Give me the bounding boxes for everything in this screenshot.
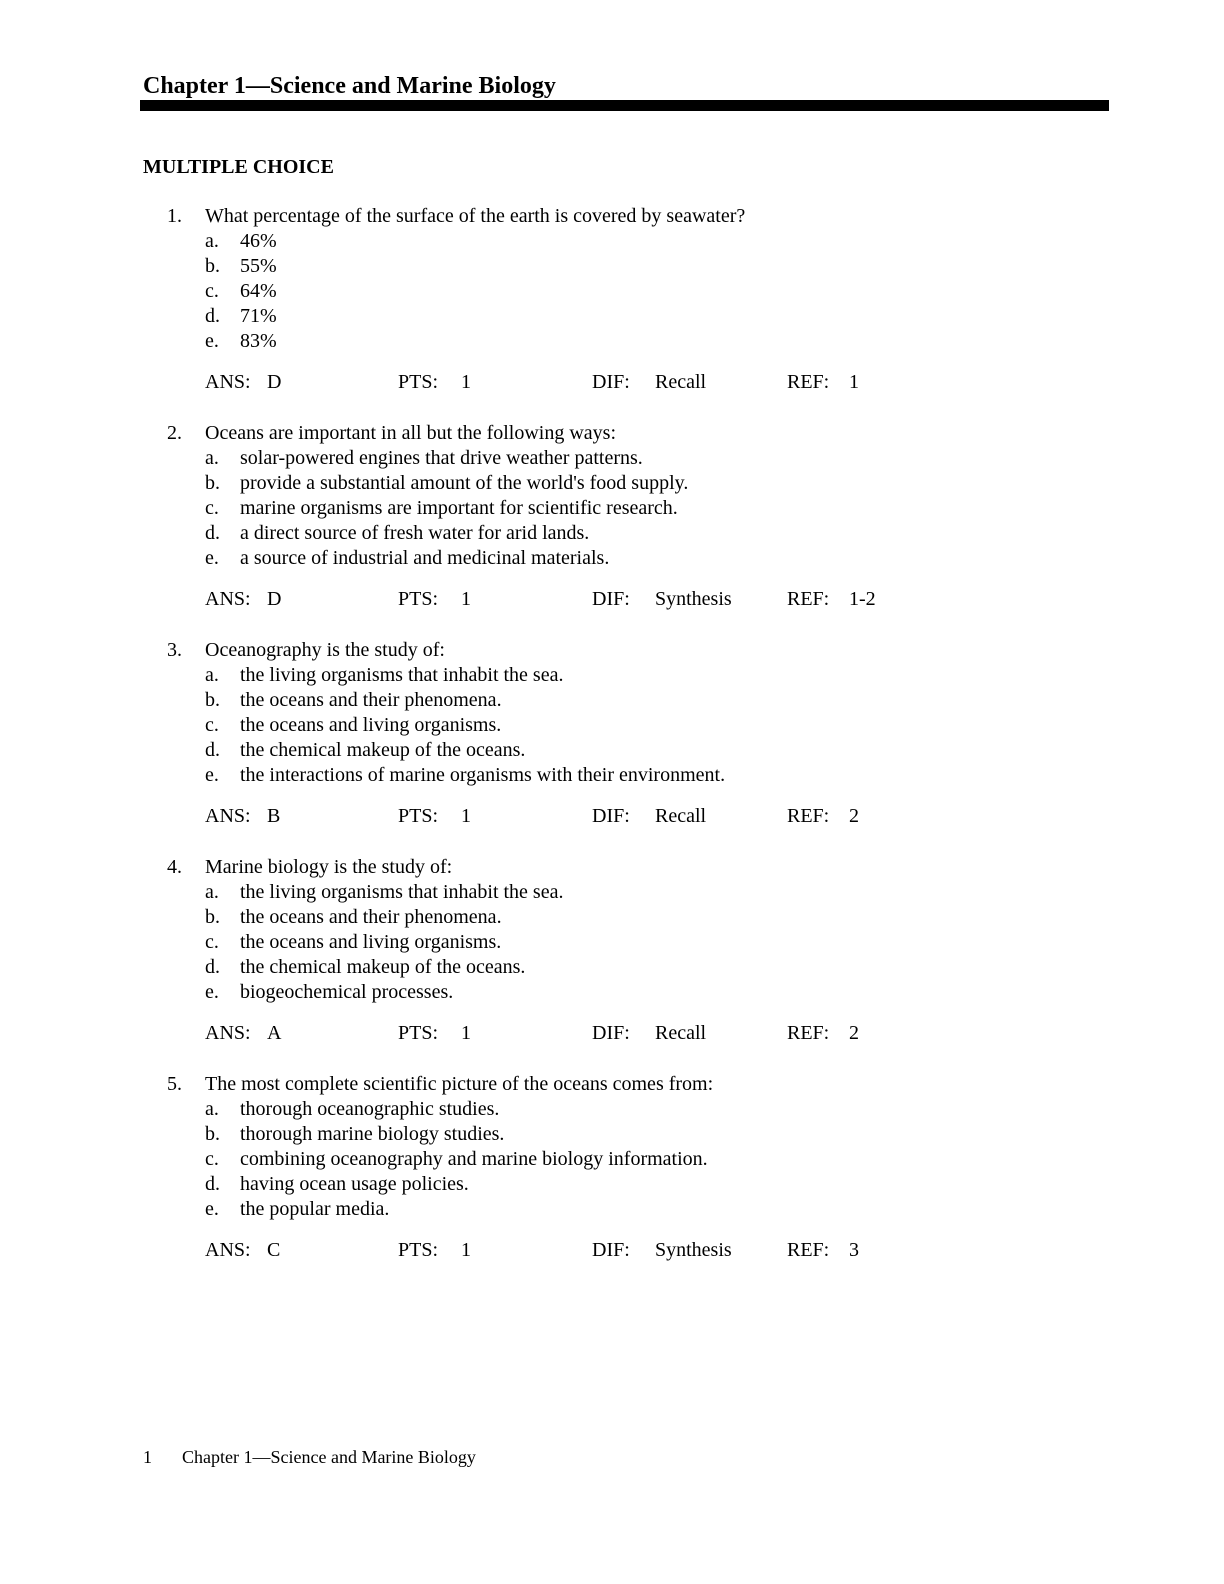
choice-d <box>0 955 1224 980</box>
choice-text: 71% <box>240 305 277 327</box>
choice-letter: a. <box>205 1098 219 1120</box>
choice-b <box>0 688 1224 713</box>
pts-value: 1 <box>461 588 471 610</box>
choice-text: a source of industrial and medicinal materials. <box>240 547 610 569</box>
pts-value: 1 <box>461 1022 471 1044</box>
ref-label: REF: <box>787 588 830 610</box>
pts-label: PTS: <box>398 588 439 610</box>
choice-e <box>0 763 1224 788</box>
question-2 <box>0 421 1224 638</box>
ref-value: 1 <box>849 371 859 393</box>
choice-text: the living organisms that inhabit the sea. <box>240 664 564 686</box>
question-text: Marine biology is the study of: <box>205 856 453 878</box>
pts-label: PTS: <box>398 1239 439 1261</box>
question-text: Oceanography is the study of: <box>205 639 445 661</box>
ans-value: D <box>267 371 282 393</box>
ref-label: REF: <box>787 371 830 393</box>
choice-text: the oceans and their phenomena. <box>240 689 502 711</box>
choice-list <box>0 229 1224 354</box>
choice-letter: b. <box>205 472 220 494</box>
question-3 <box>0 638 1224 855</box>
choice-letter: b. <box>205 689 220 711</box>
choice-e <box>0 1197 1224 1222</box>
ans-value: B <box>267 805 281 827</box>
ref-label: REF: <box>787 805 830 827</box>
choice-text: the oceans and their phenomena. <box>240 906 502 928</box>
footer-title: Chapter 1—Science and Marine Biology <box>182 1447 476 1467</box>
choice-c <box>0 496 1224 521</box>
ans-value: C <box>267 1239 281 1261</box>
choice-text: the living organisms that inhabit the sea. <box>240 881 564 903</box>
question-5 <box>0 1072 1224 1289</box>
choice-letter: e. <box>205 981 219 1003</box>
ref-label: REF: <box>787 1239 830 1261</box>
answer-meta <box>0 587 1224 612</box>
ans-label: ANS: <box>205 1239 251 1261</box>
question-number: 4. <box>167 856 182 878</box>
title-rule <box>140 100 1109 111</box>
ref-value: 2 <box>849 805 859 827</box>
ref-label: REF: <box>787 1022 830 1044</box>
question-text: The most complete scientific picture of the oceans comes from: <box>205 1073 714 1095</box>
ans-label: ANS: <box>205 588 251 610</box>
choice-letter: b. <box>205 1123 220 1145</box>
answer-meta <box>0 370 1224 395</box>
choice-letter: e. <box>205 330 219 352</box>
choice-text: 46% <box>240 230 277 252</box>
choice-letter: d. <box>205 305 220 327</box>
question-number: 2. <box>167 422 182 444</box>
answer-meta <box>0 1238 1224 1263</box>
choice-text: 55% <box>240 255 277 277</box>
section-heading: MULTIPLE CHOICE <box>143 156 334 178</box>
choice-text: the chemical makeup of the oceans. <box>240 956 526 978</box>
choice-e <box>0 329 1224 354</box>
choice-letter: c. <box>205 497 219 519</box>
choice-c <box>0 930 1224 955</box>
pts-value: 1 <box>461 371 471 393</box>
chapter-title: Chapter 1—Science and Marine Biology <box>143 73 556 99</box>
choice-text: thorough oceanographic studies. <box>240 1098 500 1120</box>
dif-label: DIF: <box>592 805 630 827</box>
question-number: 3. <box>167 639 182 661</box>
question-number: 5. <box>167 1073 182 1095</box>
choice-letter: c. <box>205 1148 219 1170</box>
choice-c <box>0 1147 1224 1172</box>
choice-text: a direct source of fresh water for arid lands. <box>240 522 590 544</box>
choice-letter: d. <box>205 1173 220 1195</box>
choice-text: the oceans and living organisms. <box>240 714 502 736</box>
question-text: What percentage of the surface of the earth is covered by seawater? <box>205 205 746 227</box>
choice-text: 83% <box>240 330 277 352</box>
choice-d <box>0 738 1224 763</box>
question-4 <box>0 855 1224 1072</box>
choice-e <box>0 980 1224 1005</box>
choice-letter: a. <box>205 664 219 686</box>
choice-letter: c. <box>205 714 219 736</box>
choice-text: the oceans and living organisms. <box>240 931 502 953</box>
dif-value: Synthesis <box>655 588 732 610</box>
choice-list <box>0 1097 1224 1222</box>
choice-text: combining oceanography and marine biology information. <box>240 1148 708 1170</box>
dif-value: Recall <box>655 805 707 827</box>
choice-letter: d. <box>205 739 220 761</box>
pts-value: 1 <box>461 805 471 827</box>
choice-b <box>0 471 1224 496</box>
choice-letter: e. <box>205 1198 219 1220</box>
answer-meta <box>0 804 1224 829</box>
ans-value: D <box>267 588 282 610</box>
choice-letter: a. <box>205 230 219 252</box>
choice-list <box>0 663 1224 788</box>
choice-letter: c. <box>205 931 219 953</box>
ans-label: ANS: <box>205 805 251 827</box>
choice-letter: a. <box>205 447 219 469</box>
choice-e <box>0 546 1224 571</box>
choice-list <box>0 880 1224 1005</box>
dif-label: DIF: <box>592 1022 630 1044</box>
dif-value: Recall <box>655 371 707 393</box>
dif-value: Recall <box>655 1022 707 1044</box>
ref-value: 2 <box>849 1022 859 1044</box>
question-text: Oceans are important in all but the following ways: <box>205 422 617 444</box>
choice-text: the popular media. <box>240 1198 390 1220</box>
question-number: 1. <box>167 205 182 227</box>
choice-letter: d. <box>205 522 220 544</box>
choice-c <box>0 279 1224 304</box>
question-1 <box>0 204 1224 421</box>
ref-value: 1-2 <box>849 588 876 610</box>
choice-text: thorough marine biology studies. <box>240 1123 505 1145</box>
choice-text: the chemical makeup of the oceans. <box>240 739 526 761</box>
dif-label: DIF: <box>592 371 630 393</box>
choice-b <box>0 905 1224 930</box>
choice-letter: b. <box>205 255 220 277</box>
choice-a <box>0 446 1224 471</box>
choice-a <box>0 880 1224 905</box>
page-number: 1 <box>143 1447 152 1467</box>
ref-value: 3 <box>849 1239 859 1261</box>
choice-d <box>0 1172 1224 1197</box>
choice-d <box>0 304 1224 329</box>
choice-list <box>0 446 1224 571</box>
page-footer <box>0 1445 1224 1469</box>
ans-label: ANS: <box>205 371 251 393</box>
choice-letter: e. <box>205 764 219 786</box>
choice-text: biogeochemical processes. <box>240 981 454 1003</box>
choice-letter: c. <box>205 280 219 302</box>
dif-value: Synthesis <box>655 1239 732 1261</box>
choice-text: the interactions of marine organisms with their environment. <box>240 764 726 786</box>
choice-letter: d. <box>205 956 220 978</box>
choice-letter: a. <box>205 881 219 903</box>
pts-label: PTS: <box>398 805 439 827</box>
choice-letter: b. <box>205 906 220 928</box>
choice-text: marine organisms are important for scientific research. <box>240 497 678 519</box>
pts-label: PTS: <box>398 371 439 393</box>
choice-text: 64% <box>240 280 277 302</box>
ans-label: ANS: <box>205 1022 251 1044</box>
choice-c <box>0 713 1224 738</box>
choice-a <box>0 663 1224 688</box>
ans-value: A <box>267 1022 282 1044</box>
choice-text: provide a substantial amount of the world's food supply. <box>240 472 689 494</box>
choice-text: solar-powered engines that drive weather patterns. <box>240 447 643 469</box>
pts-label: PTS: <box>398 1022 439 1044</box>
choice-letter: e. <box>205 547 219 569</box>
dif-label: DIF: <box>592 588 630 610</box>
choice-a <box>0 1097 1224 1122</box>
choice-d <box>0 521 1224 546</box>
pts-value: 1 <box>461 1239 471 1261</box>
answer-meta <box>0 1021 1224 1046</box>
choice-b <box>0 254 1224 279</box>
dif-label: DIF: <box>592 1239 630 1261</box>
choice-a <box>0 229 1224 254</box>
choice-text: having ocean usage policies. <box>240 1173 469 1195</box>
question-list <box>0 204 1224 1289</box>
choice-b <box>0 1122 1224 1147</box>
